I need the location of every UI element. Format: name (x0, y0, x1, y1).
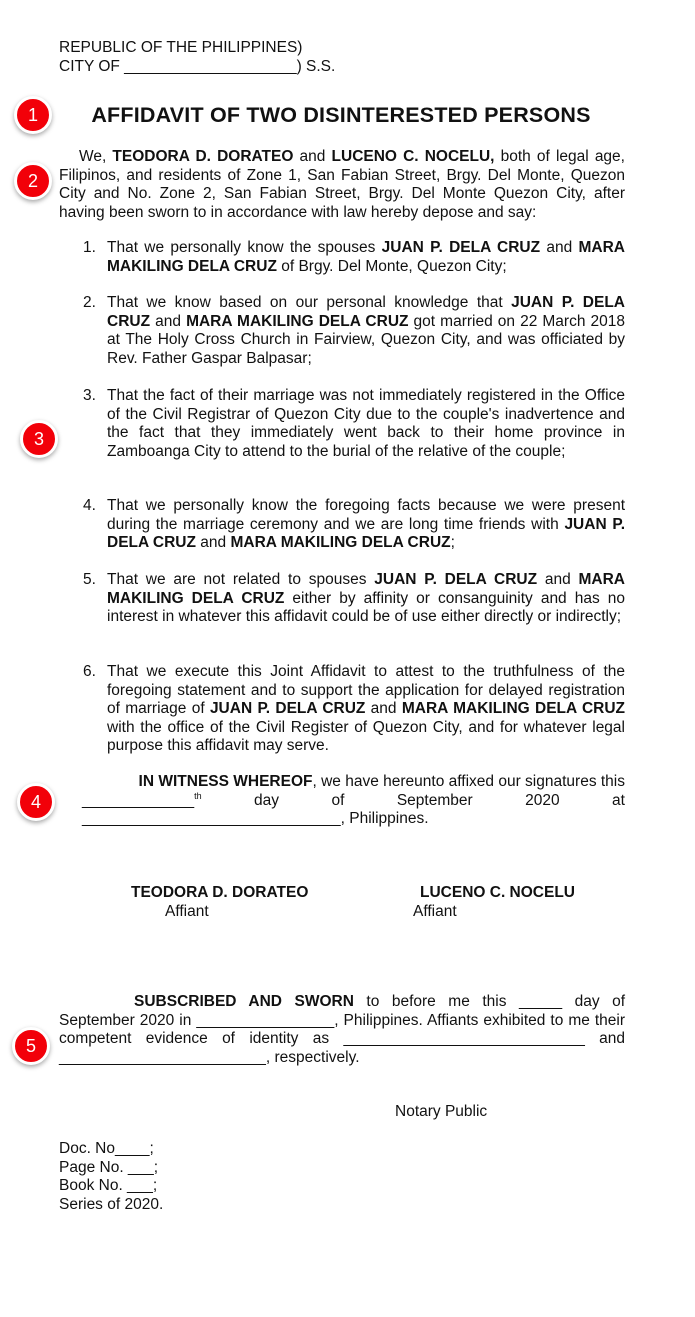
witness-paragraph: IN WITNESS WHEREOF, we have hereunto affixed our signatures this _____________$^{th}$ day of September 2020 at ______________________________, Philippines. (82, 773, 625, 827)
place-blank: ______________________________ (82, 810, 341, 827)
notarial-register (59, 1140, 163, 1214)
list-item: 6. That we execute this Joint Affidavit to attest to the truthfulness of the foregoing statement and to support the application for delayed registration of marriage of JUAN P. DELA CRUZ and MARA MAKILING DELA CRUZ with the office of the Civil Register of Quezon City, and for whatever legal purpose this affidavit may serve. (83, 663, 625, 754)
document-title (0, 102, 682, 128)
affiant-name-1: TEODORA D. DORATEO (112, 148, 294, 165)
doc-number: Doc. No____; (59, 1140, 154, 1157)
annotation-badge-3: 3 (20, 420, 58, 458)
annotation-badge-1: 1 (14, 96, 52, 134)
book-number: Book No. ___; (59, 1177, 158, 1194)
title-text: AFFIDAVIT OF TWO DISINTERESTED PERSONS (91, 103, 591, 127)
signatory-name: LUCENO C. NOCELU (420, 884, 575, 901)
notary-public-label: Notary Public (395, 1103, 488, 1120)
venue-header (59, 39, 459, 76)
signatory-role: Affiant (165, 902, 209, 920)
list-item: 3. That the fact of their marriage was not immediately registered in the Office of the Civil Registrar of Quezon City due to the couple's inadvertence and the fact that they immediately went back to their home province in Zamboanga City to attend to the burial of the relative of the couple; (83, 387, 625, 460)
list-item: 2. That we know based on our personal knowledge that JUAN P. DELA CRUZ and MARA MAKILING DELA CRUZ got married on 22 March 2018 at The Holy Cross Church in Fairview, Quezon City, and was officiated by Rev. Father Gaspar Balpasar; (83, 294, 625, 367)
header-republic: REPUBLIC OF THE PHILIPPINES) (59, 39, 303, 56)
affiant-name-2: LUCENO C. NOCELU, (331, 148, 495, 165)
list-item: 1. That we personally know the spouses JUAN P. DELA CRUZ and MARA MAKILING DELA CRUZ of Brgy. Del Monte, Quezon City; (83, 239, 625, 275)
annotation-badge-5: 5 (12, 1027, 50, 1065)
annotation-badge-4: 4 (17, 783, 55, 821)
day-blank: _____________ (82, 791, 195, 809)
signature-block-2 (413, 884, 575, 921)
jurat-paragraph: SUBSCRIBED AND SWORN to before me this _____ day of September 2020 in ________________, Philippines. Affiants exhibited to me their competent evidence of identity as ____________________________ and ________________________, respectively. (59, 993, 625, 1066)
list-item: 4. That we personally know the foregoing facts because we were present during the marriage ceremony and we are long time friends with JUAN P. DELA CRUZ and MARA MAKILING DELA CRUZ; (83, 497, 625, 551)
annotation-badge-2: 2 (14, 162, 52, 200)
list-item: 5. That we are not related to spouses JUAN P. DELA CRUZ and MARA MAKILING DELA CRUZ either by affinity or consanguinity and has no interest in whatever this affidavit could be of use either directly or indirectly; (83, 571, 625, 625)
page-number: Page No. ___; (59, 1158, 159, 1176)
header-city: CITY OF ____________________) S.S. (59, 57, 336, 75)
signature-block-1 (131, 884, 308, 921)
witness-heading: IN WITNESS WHEREOF (138, 773, 313, 790)
jurat-heading: SUBSCRIBED AND SWORN (134, 993, 354, 1010)
series-year: Series of 2020. (59, 1195, 164, 1213)
signatory-role: Affiant (413, 902, 457, 920)
intro-paragraph: We, TEODORA D. DORATEO and LUCENO C. NOCELU, both of legal age, Filipinos, and residents of Zone 1, San Fabian Street, Brgy. Del Monte, Quezon City and No. Zone 2, San Fabian Street, Brgy. Del Monte Quezon City, after having been sworn to in accordance with law hereby depose and say: (59, 148, 625, 221)
signatory-name: TEODORA D. DORATEO (131, 884, 309, 901)
